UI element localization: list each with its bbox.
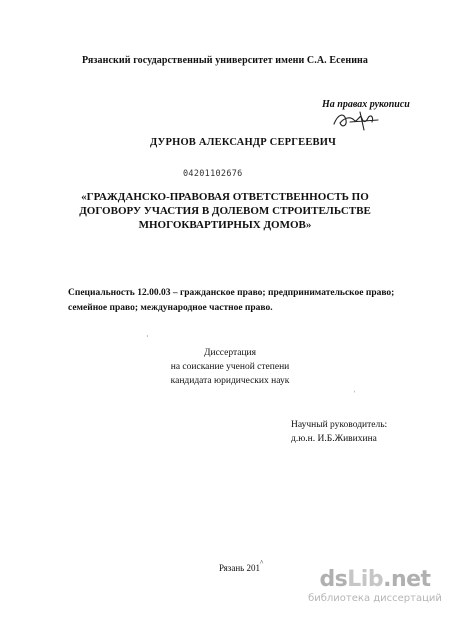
city-year — [219, 559, 263, 573]
specialty-text: Специальность 12.00.03 – гражданское право; предпринимательское право; семейное право; международное частное право. — [68, 288, 395, 313]
dissertation-degree-block — [130, 346, 330, 388]
dslib-watermark — [305, 568, 445, 604]
logo-part-tld: .net — [383, 567, 431, 592]
advisor-label: Научный руководитель: — [291, 420, 388, 430]
handwritten-signature — [330, 108, 382, 132]
degree-line-1: Диссертация — [204, 348, 256, 358]
dslib-subtitle: библиотека диссертаций — [308, 593, 442, 604]
scan-mark: ʾ — [353, 390, 356, 399]
scientific-advisor — [291, 418, 387, 446]
university-name: Рязанский государственный университет имени С.А. Есенина — [81, 55, 369, 66]
degree-line-2: на соискание ученой степени — [170, 362, 290, 372]
scan-mark: ^ — [260, 559, 264, 567]
scan-mark: · — [146, 332, 149, 341]
registration-code: 04201102676 — [183, 169, 243, 179]
logo-part-ds: ds — [319, 567, 348, 592]
city-year-text: Рязань 201 — [219, 563, 261, 573]
author-name: ДУРНОВ АЛЕКСАНДР СЕРГЕЕВИЧ — [150, 137, 337, 148]
degree-line-3: кандидата юридических наук — [170, 376, 290, 386]
dslib-logo — [305, 568, 445, 592]
advisor-name: д.ю.н. И.Б.Живихина — [291, 434, 377, 444]
manuscript-rights-label: На правах рукописи — [322, 99, 410, 110]
dissertation-title: «ГРАЖДАНСКО-ПРАВОВАЯ ОТВЕТСТВЕННОСТЬ ПО ДОГОВОРУ УЧАСТИЯ В ДОЛЕВОМ СТРОИТЕЛЬСТВЕ МНОГОКВАРТИРНЫХ ДОМОВ» — [79, 191, 371, 231]
logo-part-lib: Lib — [347, 567, 384, 592]
